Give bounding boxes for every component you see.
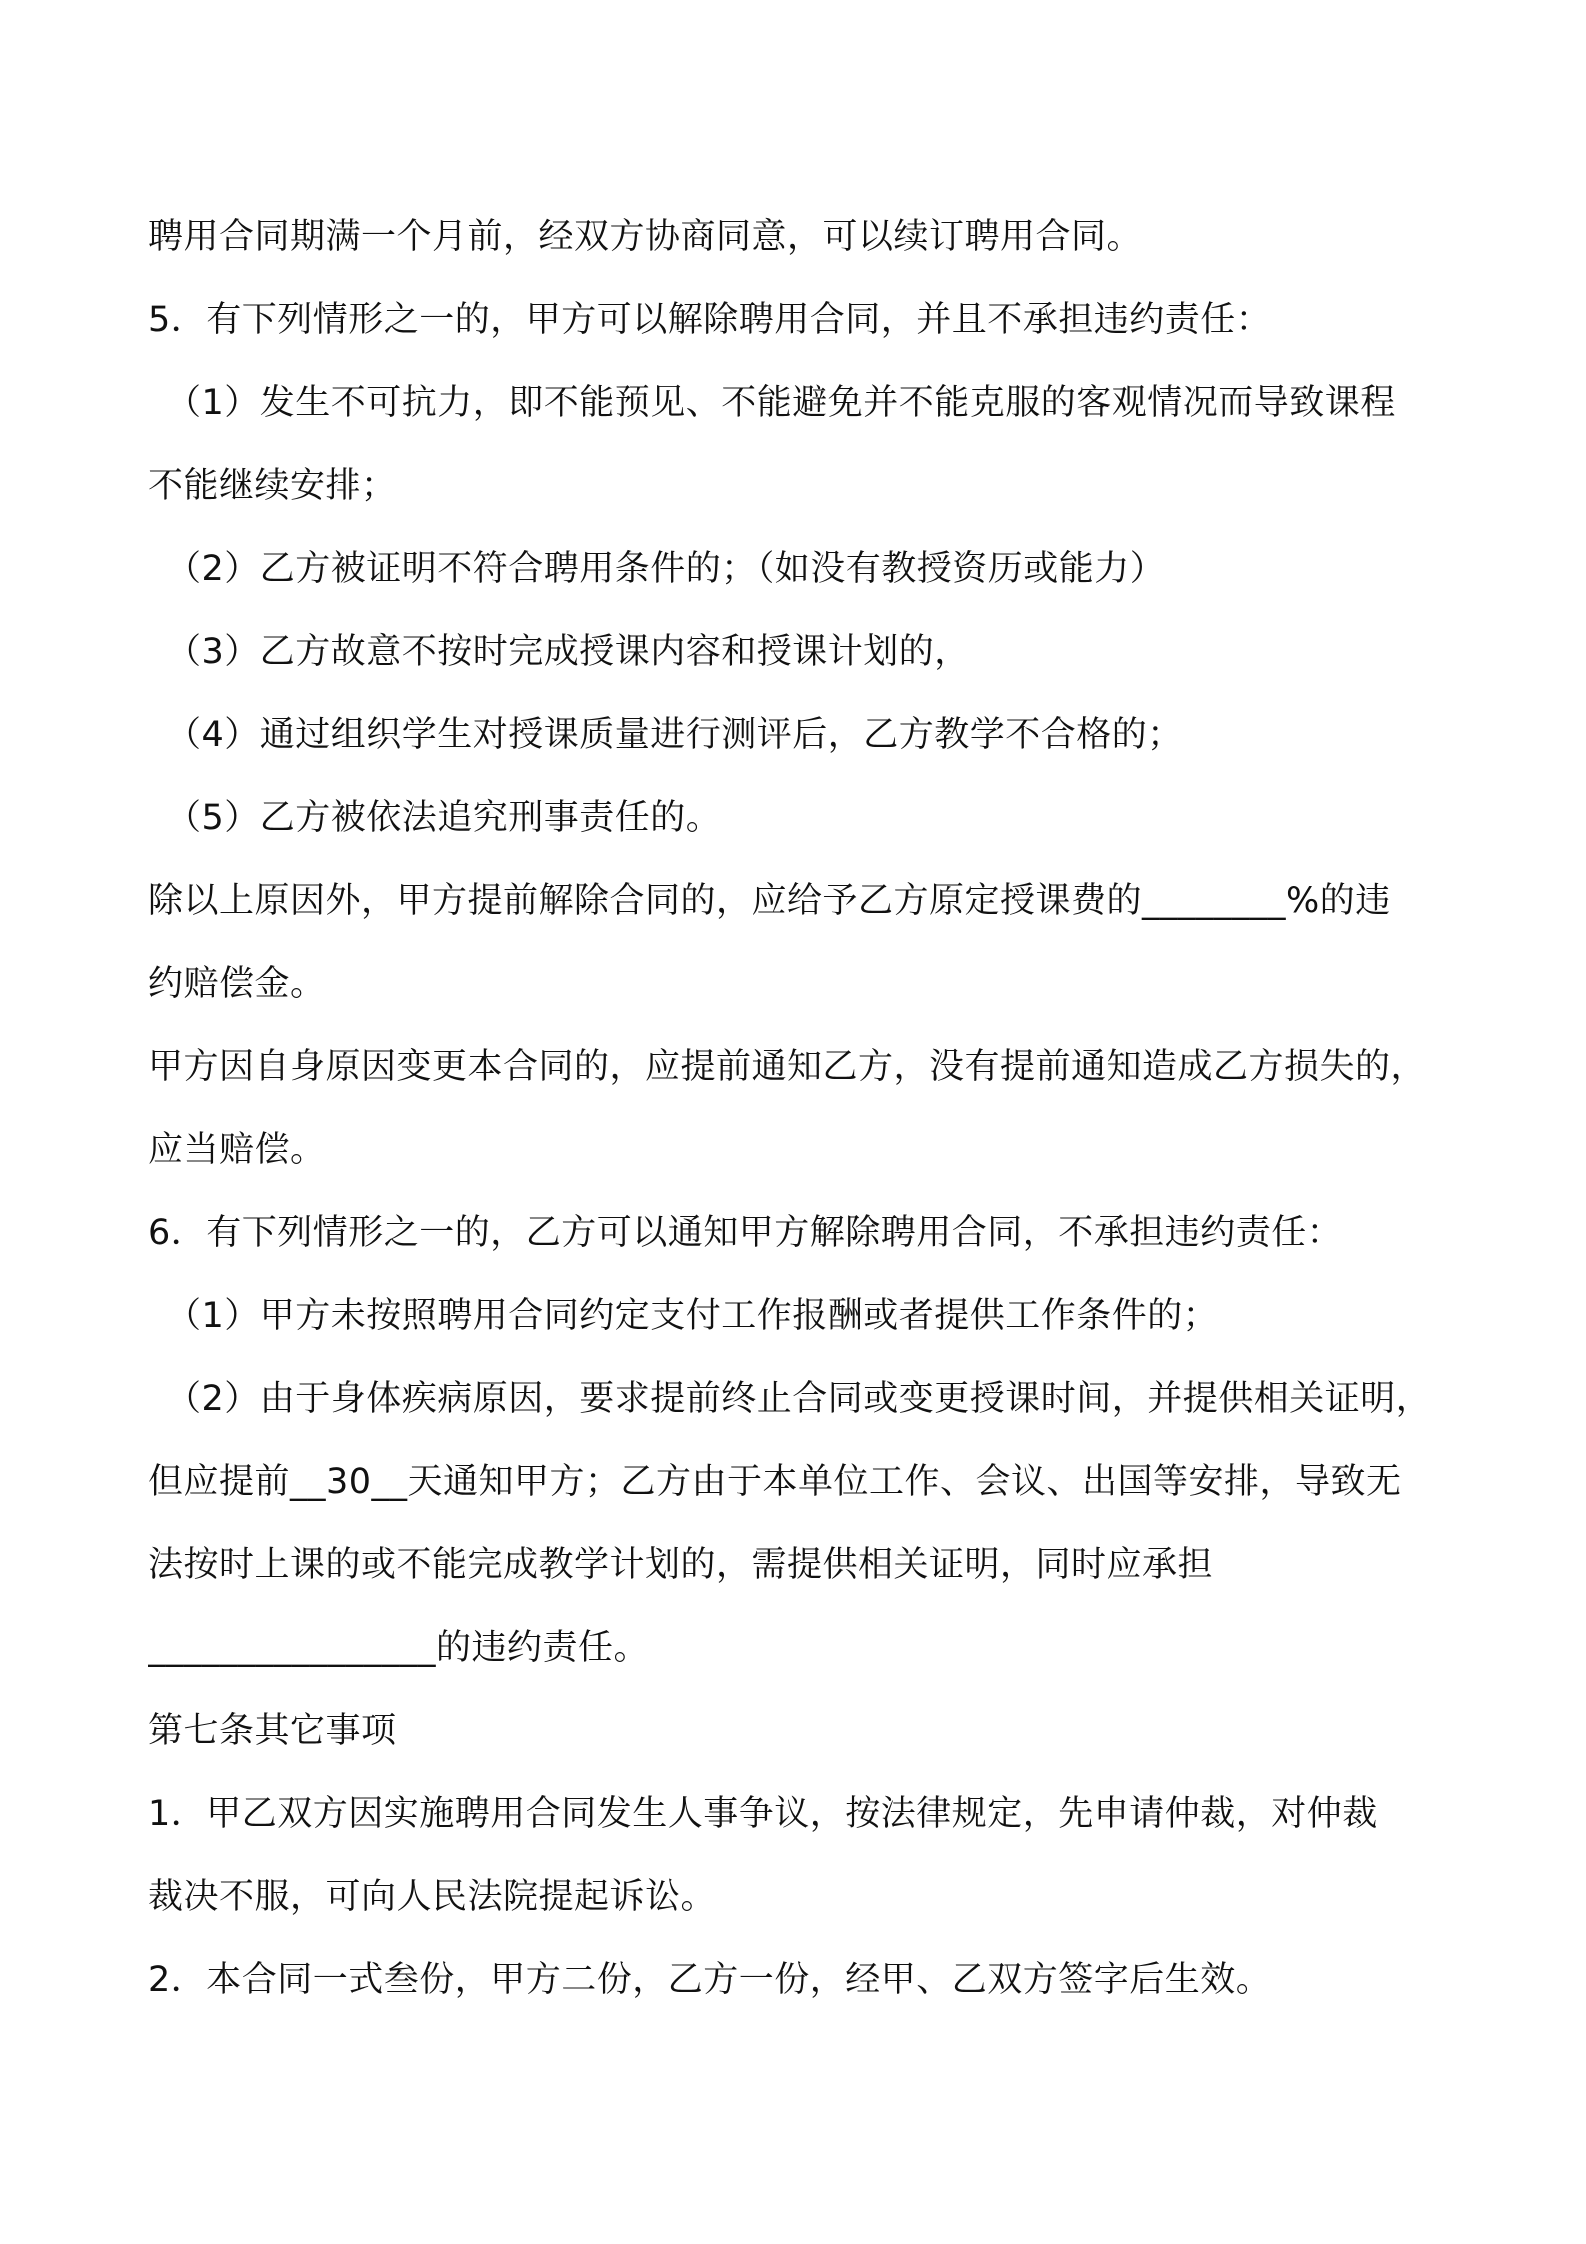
list-item: （3）乙方故意不按时完成授课内容和授课计划的， <box>166 632 970 672</box>
list-item: （1）甲方未按照聘用合同约定支付工作报酬或者提供工作条件的； <box>166 1296 1219 1336</box>
document-body <box>148 196 1448 2022</box>
paragraph-line: 约赔偿金。 <box>148 964 326 1004</box>
list-item: （4）通过组织学生对授课质量进行测评后，乙方教学不合格的； <box>166 715 1183 755</box>
list-item-continuation: 法按时上课的或不能完成教学计划的，需提供相关证明，同时应承担 <box>148 1545 1214 1585</box>
paragraph-line: 1．甲乙双方因实施聘用合同发生人事争议，按法律规定，先申请仲裁，对仲裁 <box>148 1794 1378 1834</box>
clause-heading: 5．有下列情形之一的，甲方可以解除聘用合同，并且不承担违约责任： <box>148 300 1272 340</box>
list-item-continuation: 但应提前__30__天通知甲方；乙方由于本单位工作、会议、出国等安排，导致无 <box>148 1462 1402 1502</box>
clause-heading: 6．有下列情形之一的，乙方可以通知甲方解除聘用合同，不承担违约责任： <box>148 1213 1343 1253</box>
paragraph-line: 裁决不服，可向人民法院提起诉讼。 <box>148 1877 717 1917</box>
paragraph-line: 除以上原因外，甲方提前解除合同的，应给予乙方原定授课费的________%的违 <box>148 881 1391 921</box>
list-item-continuation: ________________的违约责任。 <box>148 1628 650 1668</box>
paragraph-line: 聘用合同期满一个月前，经双方协商同意，可以续订聘用合同。 <box>148 217 1143 257</box>
list-item-continuation: 不能继续安排； <box>148 466 397 506</box>
paragraph-line: 应当赔偿。 <box>148 1130 326 1170</box>
list-item: （2）乙方被证明不符合聘用条件的；（如没有教授资历或能力） <box>166 549 1166 589</box>
paragraph-line: 甲方因自身原因变更本合同的，应提前通知乙方，没有提前通知造成乙方损失的， <box>148 1047 1427 1087</box>
paragraph-line: 2．本合同一式叁份，甲方二份，乙方一份，经甲、乙双方签字后生效。 <box>148 1960 1272 2000</box>
list-item: （1）发生不可抗力，即不能预见、不能避免并不能克服的客观情况而导致课程 <box>166 383 1396 423</box>
list-item: （2）由于身体疾病原因，要求提前终止合同或变更授课时间，并提供相关证明， <box>166 1379 1432 1419</box>
section-title: 第七条其它事项 <box>148 1711 397 1751</box>
list-item: （5）乙方被依法追究刑事责任的。 <box>166 798 722 838</box>
